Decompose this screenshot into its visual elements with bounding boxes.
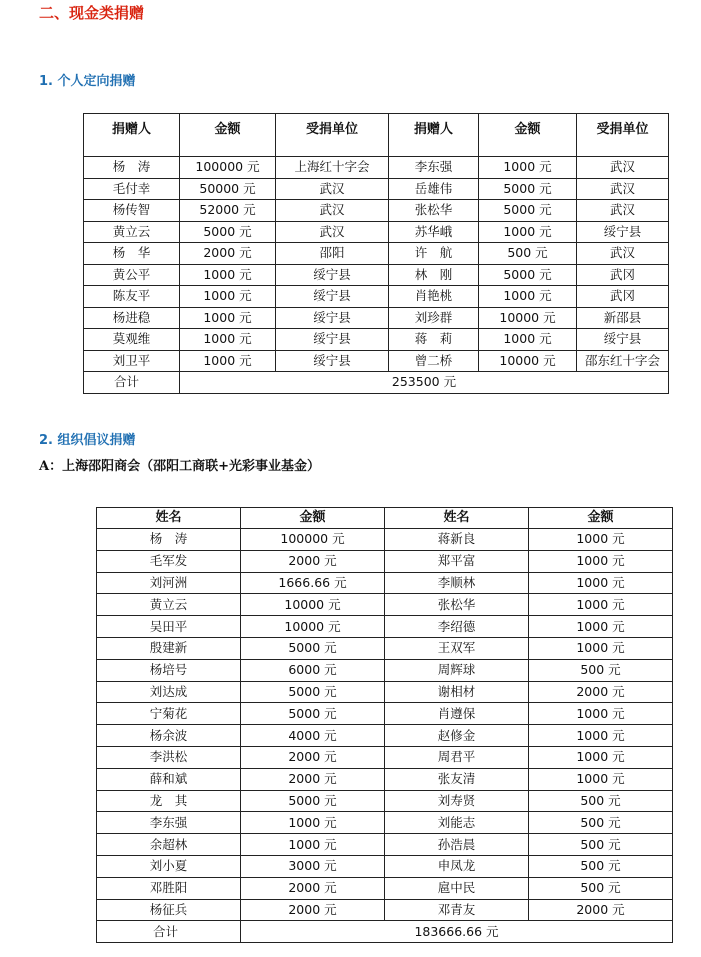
table-cell: 邓青友 — [385, 899, 529, 921]
total-row — [84, 372, 669, 394]
table-cell: 2000 元 — [241, 768, 385, 790]
table-cell: 1000 元 — [529, 550, 673, 572]
table-cell: 1000 元 — [529, 746, 673, 768]
table-cell: 薛和斌 — [97, 768, 241, 790]
table-cell: 莫观维 — [84, 329, 180, 351]
table-cell: 6000 元 — [241, 659, 385, 681]
table-cell: 绥宁县 — [276, 329, 389, 351]
table-row — [84, 307, 669, 329]
table-cell: 杨进稳 — [84, 307, 180, 329]
table-cell: 李绍德 — [385, 616, 529, 638]
table-row — [97, 572, 673, 594]
table-cell: 5000 元 — [241, 790, 385, 812]
table-cell: 武汉 — [577, 200, 669, 222]
table-cell: 龙 其 — [97, 790, 241, 812]
table-cell: 毛付幸 — [84, 178, 180, 200]
table-cell: 黄公平 — [84, 264, 180, 286]
table-cell: 李顺林 — [385, 572, 529, 594]
table-cell: 1000 元 — [529, 572, 673, 594]
table-cell: 10000 元 — [479, 350, 577, 372]
table-cell: 1000 元 — [180, 307, 276, 329]
table-cell: 1000 元 — [180, 329, 276, 351]
table-cell: 刘河洲 — [97, 572, 241, 594]
table-cell: 绥宁县 — [276, 307, 389, 329]
table-cell: 1000 元 — [180, 286, 276, 308]
table-row — [84, 350, 669, 372]
table-header-row — [97, 508, 673, 529]
table-cell: 杨征兵 — [97, 899, 241, 921]
table-cell: 武汉 — [276, 221, 389, 243]
table-cell: 邓胜阳 — [97, 877, 241, 899]
table-row — [84, 178, 669, 200]
table-cell: 刘珍群 — [389, 307, 479, 329]
table-cell: 扈中民 — [385, 877, 529, 899]
column-header: 捐赠人 — [389, 114, 479, 157]
table-row — [97, 550, 673, 572]
table-cell: 1000 元 — [529, 703, 673, 725]
table-cell: 1000 元 — [479, 157, 577, 179]
table-row — [97, 877, 673, 899]
table-row — [97, 703, 673, 725]
table-cell: 杨余波 — [97, 725, 241, 747]
table-cell: 殷建新 — [97, 637, 241, 659]
table-cell: 1000 元 — [529, 725, 673, 747]
table-cell: 杨培号 — [97, 659, 241, 681]
table-header-row — [84, 114, 669, 157]
table-row — [97, 529, 673, 551]
table-cell: 1000 元 — [479, 221, 577, 243]
table-cell: 2000 元 — [241, 899, 385, 921]
table-cell: 5000 元 — [479, 178, 577, 200]
table-cell: 张松华 — [385, 594, 529, 616]
table-cell: 林 刚 — [389, 264, 479, 286]
table-cell: 邵阳 — [276, 243, 389, 265]
table-cell: 50000 元 — [180, 178, 276, 200]
table-cell: 500 元 — [529, 812, 673, 834]
table-cell: 肖遵保 — [385, 703, 529, 725]
table-row — [97, 834, 673, 856]
table-cell: 赵修金 — [385, 725, 529, 747]
table-cell: 杨 涛 — [97, 529, 241, 551]
table-cell: 上海红十字会 — [276, 157, 389, 179]
table-cell: 刘达成 — [97, 681, 241, 703]
table-cell: 刘能志 — [385, 812, 529, 834]
table-cell: 1000 元 — [529, 637, 673, 659]
table-cell: 500 元 — [529, 790, 673, 812]
table-cell: 黄立云 — [84, 221, 180, 243]
table-cell: 余超林 — [97, 834, 241, 856]
table-cell: 1000 元 — [180, 350, 276, 372]
table-cell: 1000 元 — [241, 834, 385, 856]
table-cell: 100000 元 — [241, 529, 385, 551]
table-cell: 李东强 — [97, 812, 241, 834]
table-row — [97, 594, 673, 616]
table-cell: 郑平富 — [385, 550, 529, 572]
individual-donation-table — [83, 113, 669, 394]
table-cell: 2000 元 — [180, 243, 276, 265]
table-cell: 5000 元 — [479, 264, 577, 286]
table-cell: 张友清 — [385, 768, 529, 790]
table-row — [97, 855, 673, 877]
table-cell: 李洪松 — [97, 746, 241, 768]
table-cell: 李东强 — [389, 157, 479, 179]
table-cell: 周辉球 — [385, 659, 529, 681]
table-row — [84, 329, 669, 351]
table-cell: 周君平 — [385, 746, 529, 768]
table-cell: 吴田平 — [97, 616, 241, 638]
organization-title: A：上海邵阳商会（邵阳工商联+光彩事业基金） — [39, 459, 320, 474]
column-header: 金额 — [479, 114, 577, 157]
column-header: 受捐单位 — [577, 114, 669, 157]
table-cell: 5000 元 — [241, 703, 385, 725]
table-cell: 武汉 — [276, 200, 389, 222]
table-row — [97, 681, 673, 703]
column-header: 金额 — [241, 508, 385, 529]
table-cell: 1000 元 — [529, 616, 673, 638]
table-cell: 500 元 — [479, 243, 577, 265]
table-cell: 3000 元 — [241, 855, 385, 877]
table-cell: 黄立云 — [97, 594, 241, 616]
table-cell: 杨 涛 — [84, 157, 180, 179]
table-cell: 10000 元 — [241, 616, 385, 638]
table-cell: 岳雄伟 — [389, 178, 479, 200]
table-cell: 杨传智 — [84, 200, 180, 222]
table-row — [84, 243, 669, 265]
table-cell: 武汉 — [577, 178, 669, 200]
table-cell: 武汉 — [276, 178, 389, 200]
table-cell: 宁菊花 — [97, 703, 241, 725]
subsection-title-individual: 1. 个人定向捐赠 — [39, 74, 136, 89]
section-title: 二、现金类捐赠 — [39, 4, 145, 22]
column-header: 姓名 — [97, 508, 241, 529]
table-cell: 蒋 莉 — [389, 329, 479, 351]
total-label: 合计 — [84, 372, 180, 394]
table-cell: 曾二桥 — [389, 350, 479, 372]
table-cell: 10000 元 — [479, 307, 577, 329]
column-header: 姓名 — [385, 508, 529, 529]
total-value: 183666.66 元 — [241, 921, 673, 943]
table-cell: 刘小夏 — [97, 855, 241, 877]
table-cell: 武汉 — [577, 157, 669, 179]
table-cell: 绥宁县 — [276, 286, 389, 308]
table-cell: 武冈 — [577, 264, 669, 286]
table-cell: 1000 元 — [479, 329, 577, 351]
table-row — [97, 637, 673, 659]
table-cell: 4000 元 — [241, 725, 385, 747]
table-cell: 许 航 — [389, 243, 479, 265]
table-row — [97, 616, 673, 638]
total-value: 253500 元 — [180, 372, 669, 394]
table-cell: 邵东红十字会 — [577, 350, 669, 372]
table-cell: 苏华峨 — [389, 221, 479, 243]
column-header: 金额 — [529, 508, 673, 529]
table-cell: 绥宁县 — [577, 221, 669, 243]
table-row — [97, 746, 673, 768]
table-cell: 蒋新良 — [385, 529, 529, 551]
table-cell: 5000 元 — [241, 681, 385, 703]
table-cell: 2000 元 — [241, 746, 385, 768]
table-cell: 肖艳桃 — [389, 286, 479, 308]
table-cell: 王双军 — [385, 637, 529, 659]
table-cell: 张松华 — [389, 200, 479, 222]
table-row — [84, 264, 669, 286]
organization-donation-table — [96, 507, 673, 943]
table-cell: 500 元 — [529, 877, 673, 899]
table-cell: 1000 元 — [529, 594, 673, 616]
table-cell: 10000 元 — [241, 594, 385, 616]
total-row — [97, 921, 673, 943]
table-cell: 5000 元 — [479, 200, 577, 222]
table-cell: 陈友平 — [84, 286, 180, 308]
table-row — [84, 286, 669, 308]
total-label: 合计 — [97, 921, 241, 943]
table-cell: 500 元 — [529, 659, 673, 681]
table-cell: 孙浩晨 — [385, 834, 529, 856]
table-cell: 1000 元 — [180, 264, 276, 286]
table-row — [97, 812, 673, 834]
table-cell: 申凤龙 — [385, 855, 529, 877]
table-cell: 谢相材 — [385, 681, 529, 703]
table-cell: 1000 元 — [241, 812, 385, 834]
table-cell: 2000 元 — [241, 877, 385, 899]
table-cell: 2000 元 — [529, 899, 673, 921]
table-row — [84, 157, 669, 179]
column-header: 受捐单位 — [276, 114, 389, 157]
table-cell: 刘卫平 — [84, 350, 180, 372]
table-row — [97, 659, 673, 681]
table-cell: 新邵县 — [577, 307, 669, 329]
table-cell: 武冈 — [577, 286, 669, 308]
table-cell: 绥宁县 — [276, 264, 389, 286]
table-cell: 5000 元 — [180, 221, 276, 243]
table-cell: 刘寿贤 — [385, 790, 529, 812]
table-cell: 2000 元 — [241, 550, 385, 572]
table-cell: 2000 元 — [529, 681, 673, 703]
table-cell: 1000 元 — [529, 529, 673, 551]
table-cell: 1666.66 元 — [241, 572, 385, 594]
table-cell: 500 元 — [529, 834, 673, 856]
table-cell: 100000 元 — [180, 157, 276, 179]
table-row — [97, 768, 673, 790]
table-cell: 5000 元 — [241, 637, 385, 659]
table-row — [97, 790, 673, 812]
table-cell: 绥宁县 — [276, 350, 389, 372]
subsection-title-organization: 2. 组织倡议捐赠 — [39, 433, 136, 448]
table-cell: 杨 华 — [84, 243, 180, 265]
table-cell: 武汉 — [577, 243, 669, 265]
table-cell: 1000 元 — [479, 286, 577, 308]
table-row — [84, 200, 669, 222]
table-row — [97, 899, 673, 921]
table-cell: 绥宁县 — [577, 329, 669, 351]
table-cell: 500 元 — [529, 855, 673, 877]
table-row — [84, 221, 669, 243]
table-cell: 毛军发 — [97, 550, 241, 572]
column-header: 金额 — [180, 114, 276, 157]
column-header: 捐赠人 — [84, 114, 180, 157]
table-cell: 52000 元 — [180, 200, 276, 222]
table-row — [97, 725, 673, 747]
table-cell: 1000 元 — [529, 768, 673, 790]
